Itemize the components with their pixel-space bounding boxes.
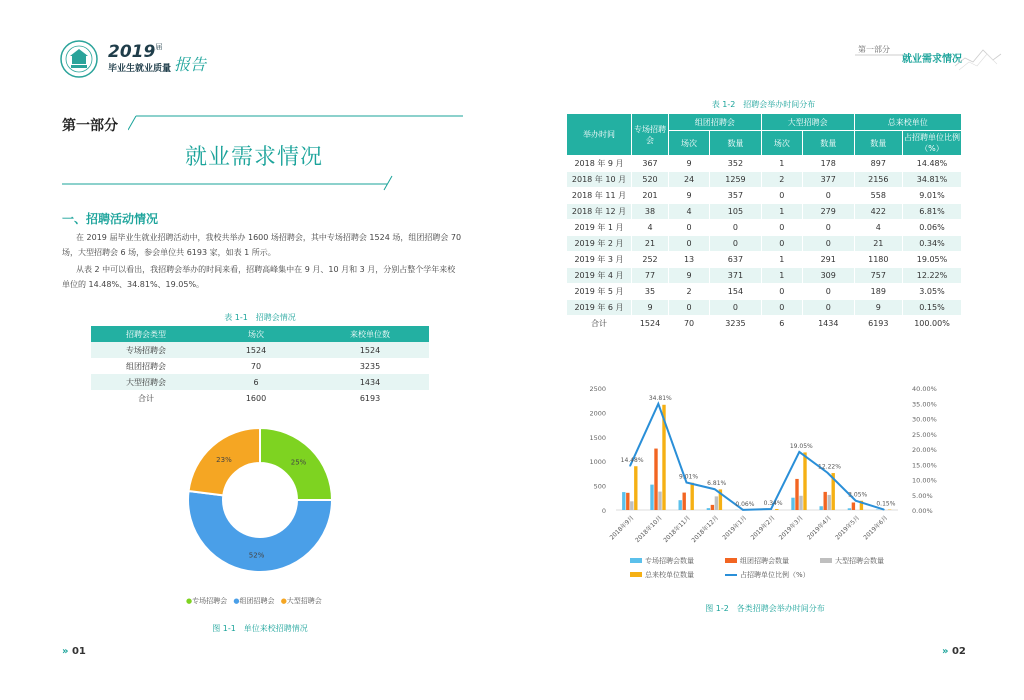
table2-header-group: 组团招聘会 <box>669 114 762 131</box>
table-cell: 100.00% <box>903 316 962 332</box>
y-tick-label: 0 <box>601 507 606 515</box>
table-cell: 1434 <box>802 316 854 332</box>
ratio-point <box>799 451 801 453</box>
legend-swatch-ratio <box>725 574 737 576</box>
legend-dot-group: ● <box>233 597 240 605</box>
table-cell: 合计 <box>567 316 632 332</box>
ratio-point <box>629 465 631 467</box>
table-cell: 0 <box>802 300 854 316</box>
table-row <box>91 342 429 358</box>
legend-special-count: 专场招聘会数量 <box>645 557 694 565</box>
table-cell: 0 <box>802 284 854 300</box>
table-cell: 9 <box>632 300 669 316</box>
table-cell: 35 <box>632 284 669 300</box>
bar <box>799 496 802 510</box>
table2-header-ratio: 占招聘单位比例（%） <box>903 131 962 156</box>
table-cell: 2019 年 6 月 <box>567 300 632 316</box>
bar <box>824 492 827 510</box>
table-cell: 3235 <box>710 316 762 332</box>
y-tick-label: 1500 <box>589 433 606 442</box>
page-marker-left <box>62 646 86 657</box>
table-cell: 1 <box>761 156 802 172</box>
table-row <box>567 188 962 204</box>
table-cell: 6193 <box>854 316 902 332</box>
table2-header-count: 数量 <box>710 131 762 156</box>
table-cell: 2019 年 2 月 <box>567 236 632 252</box>
table-cell: 组团招聘会 <box>91 358 201 374</box>
table-cell: 1600 <box>201 390 311 406</box>
table-cell: 9 <box>669 188 710 204</box>
bar <box>828 495 831 510</box>
legend-large: 大型招聘会 <box>286 597 322 605</box>
x-tick-label: 2018年11月 <box>662 514 692 545</box>
table-cell: 377 <box>802 172 854 188</box>
legend-special: 专场招聘会 <box>192 597 228 605</box>
table-row <box>567 204 962 220</box>
bar <box>683 493 686 510</box>
table-cell: 1 <box>761 268 802 284</box>
table-cell: 0 <box>802 188 854 204</box>
x-tick-label: 2018年9月 <box>608 514 636 542</box>
table-cell: 422 <box>854 204 902 220</box>
donut-label: 52% <box>248 551 265 560</box>
x-tick-label: 2019年3月 <box>777 514 805 542</box>
logo-year: 2019 <box>108 42 156 62</box>
school-emblem <box>60 40 98 78</box>
figure1-caption: 图 1-1 单位来校招聘情况 <box>212 624 308 633</box>
table-row <box>567 316 962 332</box>
table-cell: 1524 <box>632 316 669 332</box>
ratio-data-label: 34.81% <box>648 394 672 402</box>
y2-tick-label: 35.00% <box>912 400 937 409</box>
bar <box>791 498 794 510</box>
table-cell: 520 <box>632 172 669 188</box>
bar <box>711 505 714 510</box>
logo-year-suffix: 届 <box>155 43 163 51</box>
table-cell: 19.05% <box>903 252 962 268</box>
table-cell: 6193 <box>311 390 429 406</box>
legend-group-count: 组团招聘会数量 <box>740 557 789 565</box>
y2-tick-label: 40.00% <box>912 385 937 393</box>
table-cell: 6 <box>761 316 802 332</box>
bar <box>650 485 653 510</box>
bar <box>630 501 633 510</box>
ratio-point <box>855 500 857 502</box>
table-cell: 70 <box>669 316 710 332</box>
recruitment-table <box>91 326 429 406</box>
legend-group: 组团招聘会 <box>239 597 275 605</box>
table-cell: 0 <box>710 300 762 316</box>
table-cell: 0 <box>761 188 802 204</box>
bar <box>852 502 855 510</box>
table2-header-sessions: 场次 <box>669 131 710 156</box>
table-cell: 4 <box>854 220 902 236</box>
table-cell: 0 <box>710 236 762 252</box>
figure2-caption: 图 1-2 各类招聘会举办时间分布 <box>705 604 825 613</box>
bar <box>626 493 629 510</box>
table-cell: 0 <box>802 220 854 236</box>
legend-total-count: 总来校单位数量 <box>645 571 694 579</box>
table-cell: 2019 年 3 月 <box>567 252 632 268</box>
y2-tick-label: 20.00% <box>912 446 937 454</box>
bar <box>679 500 682 510</box>
table-cell: 371 <box>710 268 762 284</box>
bar <box>775 509 778 510</box>
table-cell: 291 <box>802 252 854 268</box>
double-chevron-icon: » <box>942 646 949 657</box>
x-tick-label: 2018年10月 <box>634 514 664 545</box>
table-row <box>567 220 962 236</box>
table-cell: 38 <box>632 204 669 220</box>
table1-header-type: 招聘会类型 <box>91 326 201 342</box>
table-row <box>567 300 962 316</box>
table-cell: 3235 <box>311 358 429 374</box>
table-cell: 0 <box>761 284 802 300</box>
legend-swatch-special <box>630 558 642 563</box>
x-tick-label: 2019年2月 <box>749 514 777 542</box>
table-cell: 0 <box>710 220 762 236</box>
table-cell: 279 <box>802 204 854 220</box>
table-cell: 1524 <box>201 342 311 358</box>
table-cell: 189 <box>854 284 902 300</box>
table2-header-time: 举办时间 <box>567 114 632 156</box>
ratio-data-label: 0.06% <box>735 500 755 508</box>
table-row <box>567 252 962 268</box>
table2-header-special: 专场招聘会 <box>632 114 669 156</box>
table-cell: 0 <box>669 220 710 236</box>
ratio-data-label: 14.48% <box>620 456 644 464</box>
y2-tick-label: 30.00% <box>912 415 937 424</box>
donut-chart <box>180 420 340 580</box>
x-tick-label: 2019年5月 <box>834 514 862 542</box>
table-cell: 13 <box>669 252 710 268</box>
table-cell: 2019 年 5 月 <box>567 284 632 300</box>
ratio-line <box>630 404 884 510</box>
table-cell: 4 <box>632 220 669 236</box>
x-tick-label: 2019年1月 <box>721 514 749 542</box>
table-cell: 252 <box>632 252 669 268</box>
table-cell: 大型招聘会 <box>91 374 201 390</box>
combo-legend <box>630 556 910 580</box>
table-cell: 178 <box>802 156 854 172</box>
ratio-point <box>742 509 744 511</box>
table-cell: 合计 <box>91 390 201 406</box>
table-cell: 2 <box>669 284 710 300</box>
y2-tick-label: 5.00% <box>912 491 933 500</box>
y-tick-label: 1000 <box>589 458 606 467</box>
header-right-small: 第一部分 <box>858 45 890 54</box>
table-cell: 1 <box>761 204 802 220</box>
table1-header-sessions: 场次 <box>201 326 311 342</box>
table-cell: 77 <box>632 268 669 284</box>
table-cell: 0 <box>802 236 854 252</box>
table-row <box>567 156 962 172</box>
x-tick-label: 2019年4月 <box>805 514 833 542</box>
table-cell: 201 <box>632 188 669 204</box>
table-cell: 2019 年 1 月 <box>567 220 632 236</box>
bar <box>691 483 694 510</box>
table2-header-large: 大型招聘会 <box>761 114 854 131</box>
table-cell: 70 <box>201 358 311 374</box>
table-cell: 4 <box>669 204 710 220</box>
schedule-table <box>566 113 962 332</box>
table-cell: 0 <box>761 300 802 316</box>
table-cell: 558 <box>854 188 902 204</box>
table-cell: 0 <box>669 236 710 252</box>
part-title: 就业需求情况 <box>185 145 324 170</box>
table-cell: 897 <box>854 156 902 172</box>
table-cell: 2 <box>761 172 802 188</box>
ratio-data-label: 9.01% <box>678 473 699 481</box>
bar <box>803 452 806 510</box>
table-row <box>567 268 962 284</box>
y-tick-label: 500 <box>593 482 606 491</box>
header-line <box>855 40 1005 75</box>
table-cell: 2156 <box>854 172 902 188</box>
table-cell: 21 <box>632 236 669 252</box>
table-cell: 24 <box>669 172 710 188</box>
legend-ratio: 占招聘单位比例（%） <box>740 571 810 579</box>
y2-tick-label: 0.00% <box>912 507 933 515</box>
ratio-point <box>686 482 688 484</box>
table-cell: 357 <box>710 188 762 204</box>
table-cell: 14.48% <box>903 156 962 172</box>
table-cell: 757 <box>854 268 902 284</box>
logo-script: 报告 <box>174 55 207 74</box>
table-cell: 367 <box>632 156 669 172</box>
table-cell: 1259 <box>710 172 762 188</box>
ratio-point <box>658 403 660 405</box>
ratio-point <box>883 509 885 511</box>
legend-swatch-large <box>820 558 832 563</box>
x-tick-label: 2018年12月 <box>690 514 721 545</box>
ratio-data-label: 6.81% <box>707 480 727 488</box>
donut-label: 23% <box>216 456 232 465</box>
legend-dot-special: ● <box>186 597 193 605</box>
page-number-left: 01 <box>71 646 86 657</box>
table2-header-total: 总来校单位 <box>854 114 961 131</box>
table-cell: 9 <box>669 156 710 172</box>
table-cell: 352 <box>710 156 762 172</box>
table-cell: 专场招聘会 <box>91 342 201 358</box>
header-right-title: 就业需求情况 <box>902 54 962 65</box>
table-cell: 9 <box>854 300 902 316</box>
table-row <box>91 358 429 374</box>
ratio-data-label: 19.05% <box>789 442 813 450</box>
table-cell: 1 <box>761 252 802 268</box>
ratio-data-label: 12.22% <box>818 463 841 471</box>
section-title: 一、招聘活动情况 <box>62 212 159 226</box>
table2-header-count: 数量 <box>802 131 854 156</box>
table-cell: 2018 年 9 月 <box>567 156 632 172</box>
page-marker-right <box>942 646 966 657</box>
table-cell: 154 <box>710 284 762 300</box>
legend-dot-large: ● <box>280 597 287 605</box>
y-tick-label: 2500 <box>589 385 606 393</box>
y2-tick-label: 10.00% <box>912 476 937 485</box>
table2-caption: 表 1-2 招聘会举办时间分布 <box>711 100 816 109</box>
table-row <box>567 284 962 300</box>
legend-swatch-group <box>725 558 737 563</box>
part-label-line <box>128 113 463 133</box>
table-cell: 12.22% <box>903 268 962 284</box>
table-cell: 2019 年 4 月 <box>567 268 632 284</box>
table-cell: 9.01% <box>903 188 962 204</box>
ratio-point <box>714 488 716 490</box>
ratio-data-label: 3.05% <box>848 491 868 499</box>
y2-tick-label: 15.00% <box>912 461 937 470</box>
ratio-data-label: 0.15% <box>876 500 896 508</box>
table-cell: 2018 年 11 月 <box>567 188 632 204</box>
table-cell: 105 <box>710 204 762 220</box>
paragraph-2: 从表 2 中可以看出，我招聘会举办的时间来看，招聘高峰集中在 9 月、10 月和 3 月，分别占整个学年来校单位的 14.48%、34.81%、19.05%。 <box>62 265 456 289</box>
table-row <box>567 172 962 188</box>
table-cell: 1434 <box>311 374 429 390</box>
legend-large-count: 大型招聘会数量 <box>835 557 884 565</box>
table-cell: 9 <box>669 268 710 284</box>
table-cell: 21 <box>854 236 902 252</box>
bar <box>634 466 637 510</box>
paragraph-1: 在 2019 届毕业生就业招聘活动中，我校共举办 1600 场招聘会，其中专场招聘会 1524 场，组团招聘会 70 场，大型招聘会 6 场，参会单位共 6193 家，如表 1 所示。 <box>62 233 462 257</box>
double-chevron-icon: » <box>62 646 69 657</box>
legend-swatch-total <box>630 572 642 577</box>
table-cell: 0 <box>761 220 802 236</box>
table-cell: 0.15% <box>903 300 962 316</box>
table2-header-count: 数量 <box>854 131 902 156</box>
table-cell: 3.05% <box>903 284 962 300</box>
bar <box>795 479 798 510</box>
table-cell: 0.06% <box>903 220 962 236</box>
table-cell: 0 <box>761 236 802 252</box>
donut-legend <box>186 596 322 606</box>
table-row <box>91 390 429 406</box>
bar <box>622 492 625 510</box>
table-row <box>567 236 962 252</box>
logo-subtitle: 毕业生就业质量 <box>108 64 172 74</box>
donut-label: 25% <box>290 458 307 467</box>
table-cell: 0.34% <box>903 236 962 252</box>
table-cell: 6.81% <box>903 204 962 220</box>
table-cell: 0 <box>669 300 710 316</box>
table-cell: 637 <box>710 252 762 268</box>
y-tick-label: 2000 <box>589 409 606 418</box>
table-cell: 309 <box>802 268 854 284</box>
table-cell: 6 <box>201 374 311 390</box>
part-label: 第一部分 <box>62 118 118 134</box>
bar <box>820 506 823 510</box>
table-cell: 1524 <box>311 342 429 358</box>
y2-tick-label: 25.00% <box>912 430 937 439</box>
bar <box>707 508 710 510</box>
ratio-point <box>827 472 829 474</box>
bar <box>658 492 661 510</box>
ratio-data-label: 0.34% <box>763 499 783 507</box>
donut-slice <box>188 491 332 572</box>
table-cell: 1180 <box>854 252 902 268</box>
bar <box>715 496 718 510</box>
table1-caption: 表 1-1 招聘会情况 <box>224 313 296 322</box>
table-cell: 2018 年 12 月 <box>567 204 632 220</box>
bar <box>848 508 851 510</box>
schedule-table-body <box>567 156 962 332</box>
ratio-point <box>770 508 772 510</box>
bar <box>654 449 657 510</box>
table2-header-sessions: 场次 <box>761 131 802 156</box>
part-title-line <box>62 174 402 194</box>
x-tick-label: 2019年6月 <box>862 514 890 542</box>
page-number-right: 02 <box>951 646 966 657</box>
table-cell: 2018 年 10 月 <box>567 172 632 188</box>
table-cell: 34.81% <box>903 172 962 188</box>
table-row <box>91 374 429 390</box>
table1-header-units: 来校单位数 <box>311 326 429 342</box>
